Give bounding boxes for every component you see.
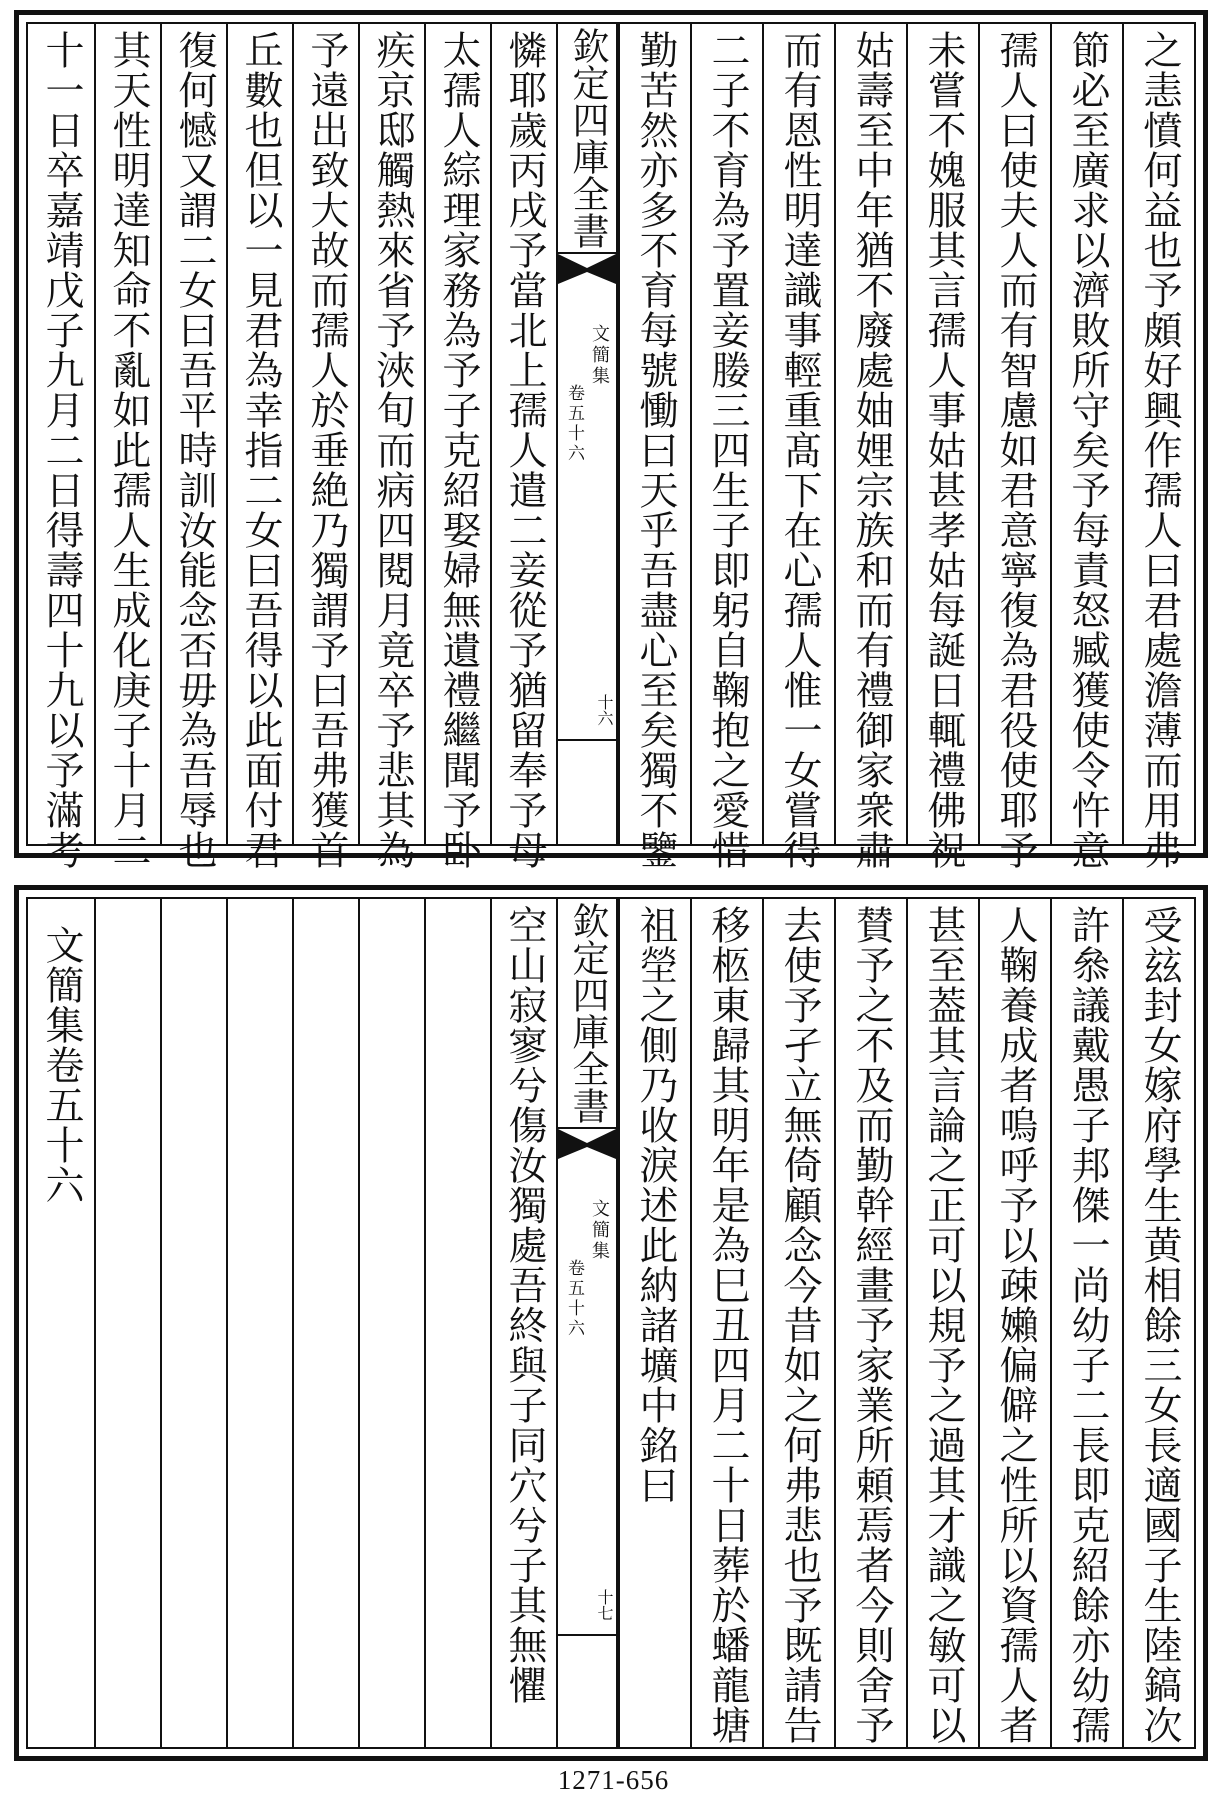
volume-label: 卷五十六 <box>564 1259 584 1339</box>
text-column <box>28 899 94 1747</box>
volume-end-title: 文簡集卷五十六 <box>39 925 84 1205</box>
text-column <box>978 24 1050 870</box>
text-column <box>160 24 226 870</box>
empty-column <box>226 899 292 1747</box>
bottom-page-frame <box>26 897 1196 1749</box>
top-page-frame <box>26 22 1196 870</box>
empty-column <box>292 899 358 1747</box>
column-text: 二子不育為予置妾媵三四生子即躬自鞠抱之愛惜 <box>705 30 750 870</box>
text-column <box>690 899 762 1747</box>
column-text: 之恚憤何益也予頗好興作孺人曰君處澹薄而用弗 <box>1137 30 1182 870</box>
text-column <box>292 24 358 870</box>
column-text: 勤苦然亦多不育每號慟曰天乎吾盡心至矣獨不鑒 <box>633 30 678 870</box>
library-title: 欽定四庫全書 <box>566 27 609 249</box>
column-text: 移柩東歸其明年是為巳丑四月二十日葬於蟠龍塘 <box>705 905 750 1745</box>
text-column <box>690 24 762 870</box>
text-column <box>1050 899 1122 1747</box>
text-column <box>762 899 834 1747</box>
library-title: 欽定四庫全書 <box>566 902 609 1124</box>
text-column <box>834 899 906 1747</box>
page-center-column <box>556 899 618 1747</box>
page-center-column <box>556 24 618 844</box>
column-text: 太孺人綜理家務為予子克紹娶婦無遺禮繼聞予卧 <box>436 30 481 870</box>
fish-tail-mark-icon <box>558 254 616 284</box>
empty-column <box>424 899 490 1747</box>
book-title: 文簡集 <box>589 1199 610 1262</box>
column-text: 節必至廣求以濟敗所守矣予每責怒臧獲使令忤意 <box>1065 30 1110 870</box>
bottom-page <box>14 885 1208 1761</box>
top-page <box>14 10 1208 870</box>
page-number: 十六 <box>595 694 614 726</box>
empty-column <box>358 899 424 1747</box>
column-text: 受玆封女嫁府學生黄相餘三女長適國子生陸鎬次 <box>1137 905 1182 1745</box>
divider-line <box>558 1634 616 1636</box>
column-text: 空山寂寥兮傷汝獨處吾終與子同穴兮子其無懼 <box>502 905 547 1705</box>
empty-column <box>160 899 226 1747</box>
fish-tail-mark-icon <box>558 1129 616 1159</box>
text-column <box>1050 24 1122 870</box>
text-column <box>1122 899 1194 1747</box>
column-text: 疾京邸觸熱來省予浹旬而病四閱月竟卒予悲其為 <box>370 30 415 870</box>
text-column <box>94 24 160 870</box>
column-text: 賛予之不及而勤幹經畫予家業所頼焉者今則舍予 <box>849 905 894 1745</box>
column-text: 十一日卒嘉靖戊子九月二日得壽四十九以予滿考 <box>39 30 84 870</box>
text-column <box>490 24 556 870</box>
column-text: 而有恩性明達識事輕重髙下在心孺人惟一女嘗得 <box>777 30 822 870</box>
divider-line <box>558 739 616 741</box>
text-column <box>28 24 94 870</box>
text-column <box>834 24 906 870</box>
book-title: 文簡集 <box>589 324 610 387</box>
text-column <box>226 24 292 870</box>
text-column <box>978 899 1050 1747</box>
empty-column <box>94 899 160 1747</box>
text-column <box>762 24 834 870</box>
column-text: 復何憾又謂二女曰吾平時訓汝能念否毋為吾辱也 <box>172 30 217 870</box>
column-text: 人鞠養成者嗚呼予以疎嬾偏僻之性所以資孺人者 <box>993 905 1038 1745</box>
text-column <box>618 899 690 1747</box>
column-text: 予遠出致大故而孺人於垂絶乃獨謂予曰吾弗獲首 <box>304 30 349 870</box>
column-text: 未嘗不媿服其言孺人事姑甚孝姑每誕日輒禮佛祝 <box>921 30 966 870</box>
text-column <box>490 899 556 1747</box>
column-text: 祖塋之側乃收淚述此納諸壙中銘曰 <box>633 905 678 1505</box>
column-text: 其天性明達知命不亂如此孺人生成化庚子十月二 <box>106 30 151 870</box>
column-text: 憐耶歲丙戌予當北上孺人遣二妾從予猶留奉予母 <box>502 30 547 870</box>
text-column <box>618 24 690 870</box>
column-text: 丘數也但以一見君為幸指二女曰吾得以此面付君 <box>238 30 283 870</box>
page-number: 十七 <box>595 1589 614 1621</box>
text-column <box>1122 24 1194 870</box>
column-text: 孺人曰使夫人而有智慮如君意寧復為君役使耶予 <box>993 30 1038 870</box>
volume-label: 卷五十六 <box>564 384 584 464</box>
column-text: 甚至葢其言論之正可以規予之過其才識之敏可以 <box>921 905 966 1745</box>
text-column <box>358 24 424 870</box>
text-column <box>906 24 978 870</box>
catalog-page-number: 1271-656 <box>557 1765 670 1795</box>
column-text: 許叅議戴愚子邦傑一尚幼子二長即克紹餘亦幼孺 <box>1065 905 1110 1745</box>
text-column <box>906 899 978 1747</box>
column-text: 去使予孑立無倚顧念今昔如之何弗悲也予既請告 <box>777 905 822 1745</box>
column-text: 姑壽至中年猶不廢處妯娌宗族和而有禮御家衆肅 <box>849 30 894 870</box>
text-column <box>424 24 490 870</box>
